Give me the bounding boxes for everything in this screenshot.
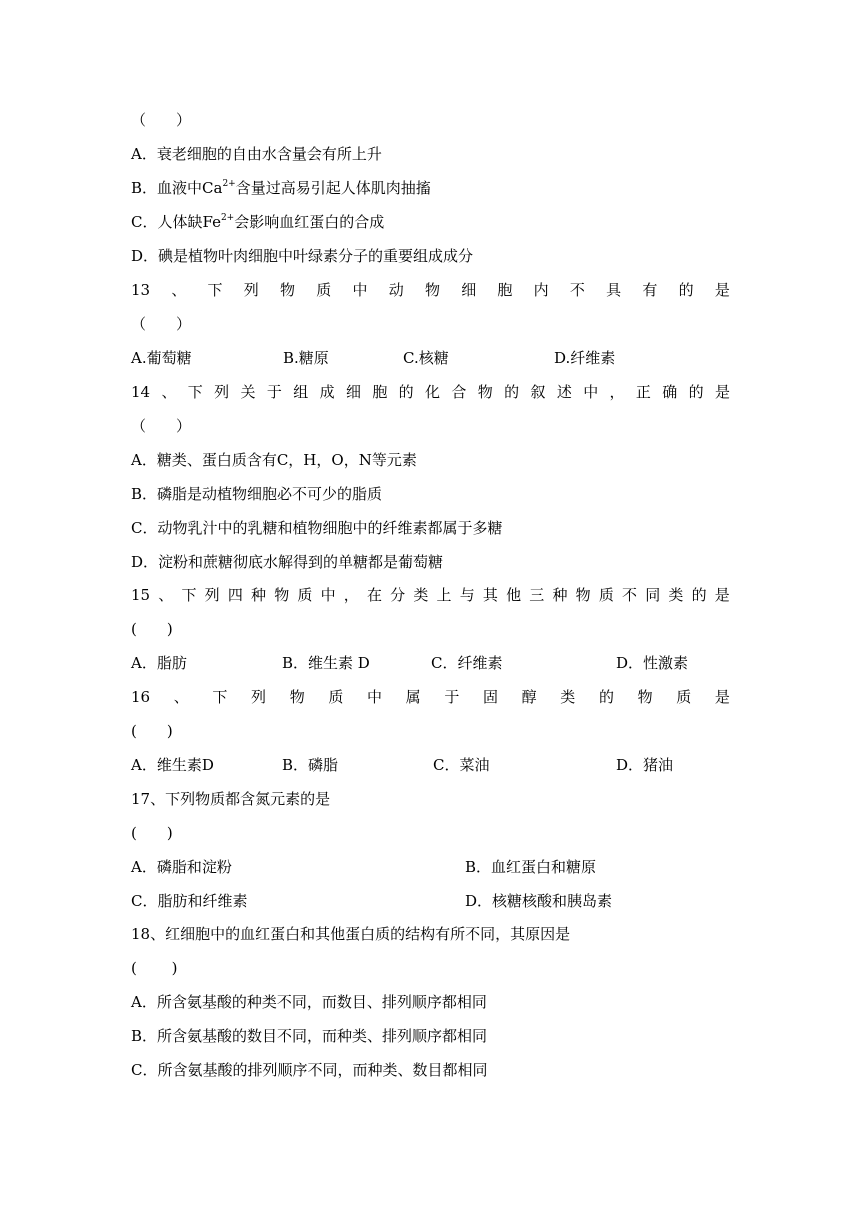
option-line: C．人体缺$Fe^{2+}$会影响血红蛋白的合成: [131, 213, 385, 231]
option-line: C．所含氨基酸的排列顺序不同，而种类、数目都相同: [131, 1061, 488, 1079]
stem-glyph: 胞: [497, 281, 513, 299]
stem-glyph: 是: [714, 281, 730, 299]
stem-glyph: 物: [477, 383, 493, 401]
option-line: B．所含氨基酸的数目不同，而种类、排列顺序都相同: [131, 1027, 488, 1045]
stem-glyph: 下: [181, 586, 197, 604]
stem-glyph: 与: [459, 586, 475, 604]
stem-glyph: 组: [293, 383, 309, 401]
stem-glyph: 细: [345, 383, 361, 401]
stem-glyph: 物: [280, 281, 296, 299]
stem-glyph: 类: [668, 586, 684, 604]
stem-glyph: 13: [131, 281, 151, 299]
stem-glyph: 的: [678, 281, 694, 299]
stem-glyph: 三: [529, 586, 545, 604]
stem-glyph: 确: [662, 383, 678, 401]
options-row: [131, 856, 730, 878]
stem-glyph: 的: [688, 383, 704, 401]
options-row: [131, 754, 730, 776]
stem-glyph: 于: [444, 688, 460, 706]
stem-glyph: 物: [575, 586, 591, 604]
stem-glyph: 成: [319, 383, 335, 401]
stem-glyph: 醇: [521, 688, 537, 706]
option-d: D．猪油: [616, 756, 674, 774]
stem-glyph: 下: [212, 688, 228, 706]
option-line: A．糖类、蛋白质含有C，H，O，N等元素: [131, 451, 417, 469]
option-a: A．脂肪: [131, 654, 187, 672]
stem-glyph: 质: [328, 688, 344, 706]
answer-bracket: （ ）: [131, 111, 192, 129]
stem-glyph: ，: [609, 383, 625, 401]
stem-glyph: 列: [214, 383, 230, 401]
stem-glyph: 固: [482, 688, 498, 706]
stem-glyph: 物: [274, 586, 290, 604]
option-d: D．核糖核酸和胰岛素: [465, 892, 613, 910]
stem-glyph: 中: [583, 383, 599, 401]
option-c: C．菜油: [433, 756, 490, 774]
stem-glyph: 、: [173, 688, 189, 706]
stem-glyph: 14: [131, 383, 151, 401]
stem-glyph: 化: [425, 383, 441, 401]
option-c: C．脂肪和纤维素: [131, 892, 248, 910]
option-c: C．纤维素: [431, 654, 503, 672]
stem-glyph: 列: [243, 281, 259, 299]
stem-glyph: 物: [289, 688, 305, 706]
option-b: B．维生素 D: [282, 654, 370, 672]
option-a: A.葡萄糖: [131, 349, 192, 367]
option-b: B．血红蛋白和糖原: [465, 858, 597, 876]
answer-bracket: （ ）: [131, 315, 192, 333]
stem-glyph: 上: [436, 586, 452, 604]
stem-glyph: 正: [635, 383, 651, 401]
stem-glyph: 合: [451, 383, 467, 401]
stem-glyph: 关: [240, 383, 256, 401]
option-b: B．磷脂: [282, 756, 339, 774]
question-stem: [131, 279, 730, 301]
stem-glyph: 中: [352, 281, 368, 299]
stem-glyph: 同: [645, 586, 661, 604]
stem-glyph: 是: [714, 383, 730, 401]
stem-glyph: 他: [506, 586, 522, 604]
stem-glyph: 种: [251, 586, 267, 604]
stem-glyph: 述: [556, 383, 572, 401]
stem-glyph: 的: [691, 586, 707, 604]
option-a: A．磷脂和淀粉: [131, 858, 232, 876]
stem-glyph: 物: [424, 281, 440, 299]
stem-glyph: 细: [461, 281, 477, 299]
stem-glyph: 不: [569, 281, 585, 299]
answer-bracket: （ ）: [131, 417, 192, 435]
question-stem: 17、下列物质都含氮元素的是: [131, 790, 331, 808]
option-line: D．碘是植物叶肉细胞中叶绿素分子的重要组成成分: [131, 247, 474, 265]
answer-bracket: ( ): [131, 959, 178, 977]
question-stem: [131, 584, 730, 606]
stem-glyph: 于: [266, 383, 282, 401]
option-line: B．血液中$Ca^{2+}$含量过高易引起人体肌肉抽搐: [131, 179, 431, 197]
option-line: B．磷脂是动植物细胞必不可少的脂质: [131, 485, 383, 503]
stem-glyph: 中: [320, 586, 336, 604]
option-line: A．所含氨基酸的种类不同，而数目、排列顺序都相同: [131, 993, 487, 1011]
stem-glyph: 有: [642, 281, 658, 299]
stem-glyph: 种: [552, 586, 568, 604]
stem-glyph: 15: [131, 586, 151, 604]
stem-glyph: 在: [366, 586, 382, 604]
stem-glyph: 、: [171, 281, 187, 299]
stem-glyph: 的: [398, 383, 414, 401]
question-stem: [131, 686, 730, 708]
stem-glyph: 16: [131, 688, 151, 706]
stem-glyph: 列: [251, 688, 267, 706]
stem-glyph: 、: [161, 383, 177, 401]
answer-bracket: ( ): [131, 824, 173, 842]
option-line: C．动物乳汁中的乳糖和植物细胞中的纤维素都属于多糖: [131, 519, 503, 537]
answer-bracket: ( ): [131, 620, 173, 638]
stem-glyph: 类: [560, 688, 576, 706]
stem-glyph: 质: [316, 281, 332, 299]
stem-glyph: 中: [367, 688, 383, 706]
answer-bracket: ( ): [131, 722, 173, 740]
option-line: A．衰老细胞的自由水含量会有所上升: [131, 145, 382, 163]
options-row: [131, 347, 730, 369]
stem-glyph: 不: [622, 586, 638, 604]
option-line: D．淀粉和蔗糖彻底水解得到的单糖都是葡萄糖: [131, 553, 444, 571]
stem-glyph: 质: [297, 586, 313, 604]
stem-glyph: 具: [606, 281, 622, 299]
stem-glyph: 质: [676, 688, 692, 706]
option-d: D.纤维素: [554, 349, 616, 367]
option-c: C.核糖: [403, 349, 449, 367]
stem-glyph: 叙: [530, 383, 546, 401]
stem-glyph: ，: [343, 586, 359, 604]
stem-glyph: 胞: [372, 383, 388, 401]
question-stem: 18、红细胞中的血红蛋白和其他蛋白质的结构有所不同，其原因是: [131, 925, 571, 943]
stem-glyph: 四: [227, 586, 243, 604]
stem-glyph: 是: [714, 688, 730, 706]
stem-glyph: 的: [504, 383, 520, 401]
stem-glyph: 下: [207, 281, 223, 299]
option-d: D．性激素: [616, 654, 689, 672]
stem-glyph: 的: [598, 688, 614, 706]
stem-glyph: 分: [390, 586, 406, 604]
stem-glyph: 属: [405, 688, 421, 706]
stem-glyph: 其: [482, 586, 498, 604]
option-b: B.糖原: [283, 349, 329, 367]
stem-glyph: 物: [637, 688, 653, 706]
options-row: [131, 652, 730, 674]
options-row: [131, 890, 730, 912]
option-a: A．维生素D: [131, 756, 214, 774]
question-stem: [131, 381, 730, 403]
stem-glyph: 、: [158, 586, 174, 604]
stem-glyph: 动: [388, 281, 404, 299]
stem-glyph: 是: [714, 586, 730, 604]
stem-glyph: 下: [187, 383, 203, 401]
stem-glyph: 内: [533, 281, 549, 299]
stem-glyph: 列: [204, 586, 220, 604]
stem-glyph: 类: [413, 586, 429, 604]
stem-glyph: 质: [598, 586, 614, 604]
